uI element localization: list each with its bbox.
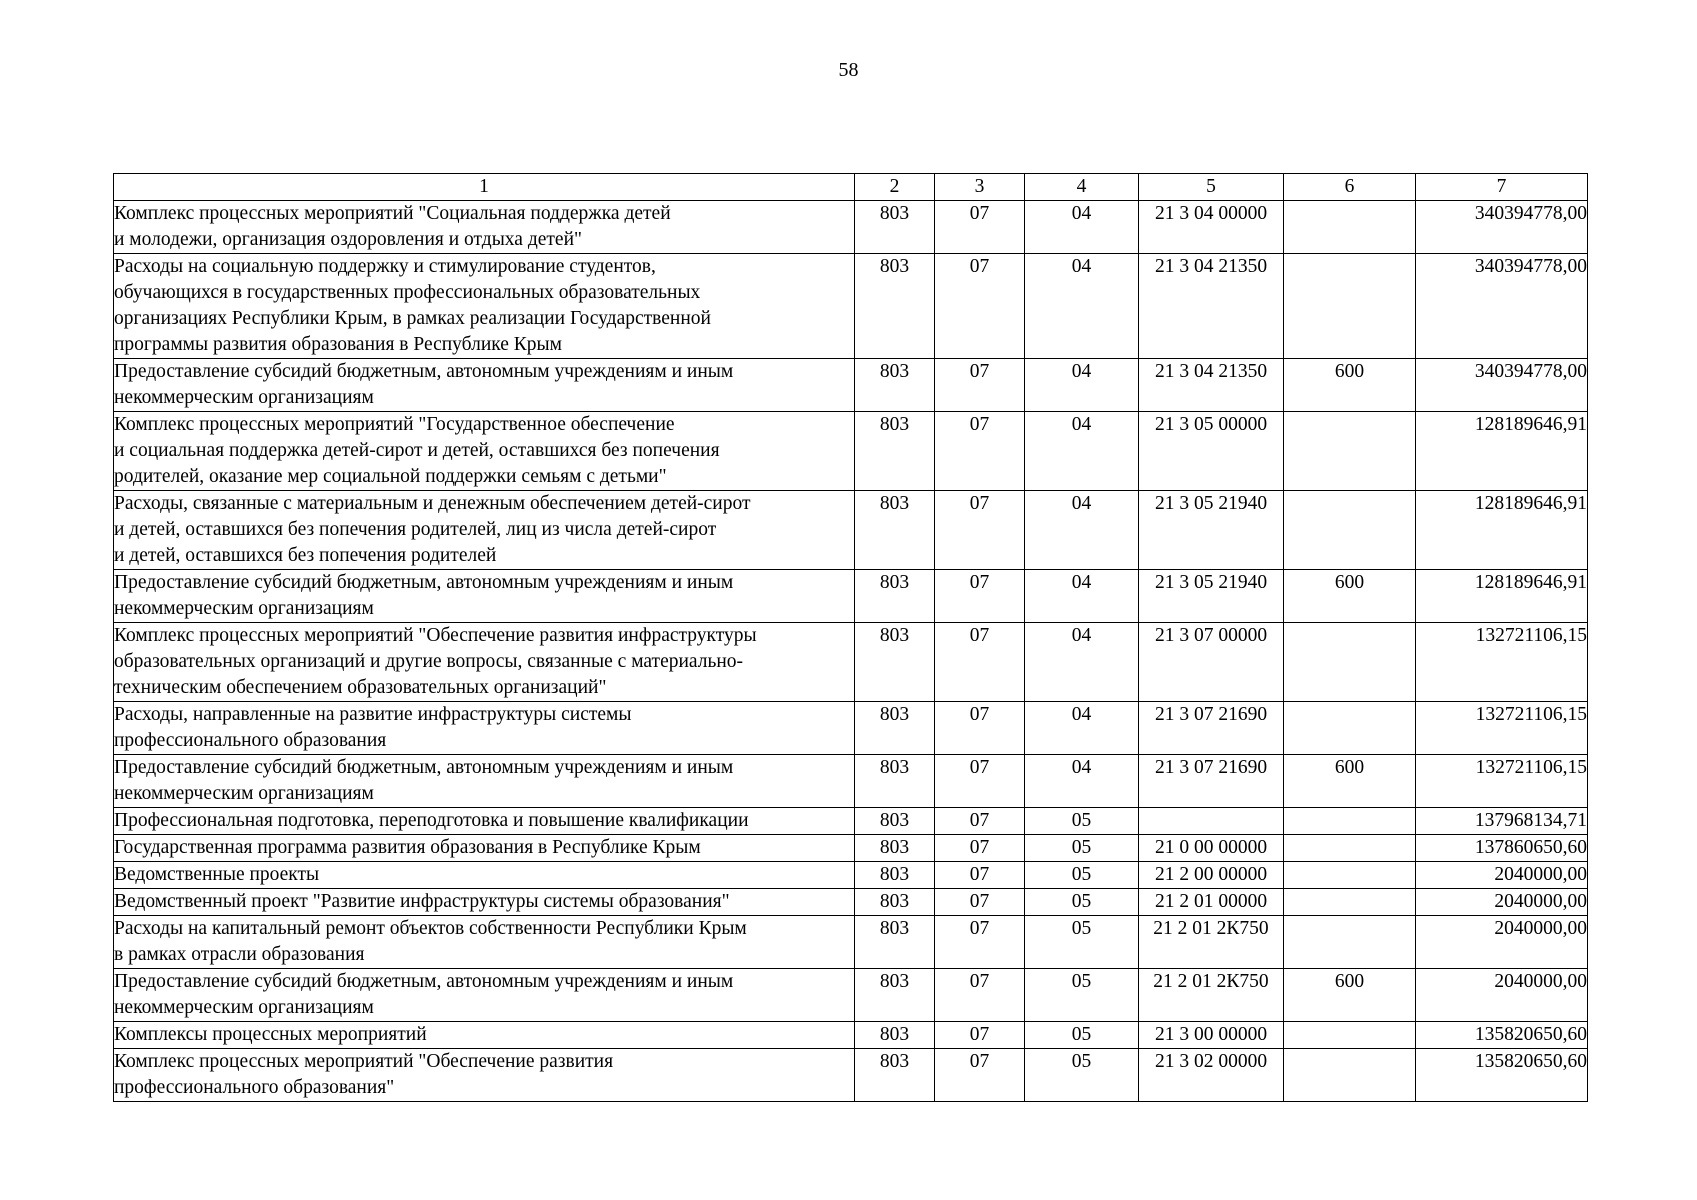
expense-type-code (1284, 1049, 1416, 1102)
target-article-code: 21 3 04 00000 (1139, 201, 1284, 254)
row-description: Предоставление субсидий бюджетным, автономным учреждениям и иным некоммерческим организациям (114, 359, 855, 412)
target-article-code: 21 3 07 00000 (1139, 623, 1284, 702)
amount: 128189646,91 (1416, 491, 1588, 570)
row-description: Расходы на капитальный ремонт объектов собственности Республики Крым в рамках отрасли образования (114, 916, 855, 969)
target-article-code: 21 3 04 21350 (1139, 254, 1284, 359)
expense-type-code (1284, 835, 1416, 862)
amount: 132721106,15 (1416, 755, 1588, 808)
ministry-code: 803 (855, 702, 935, 755)
ministry-code: 803 (855, 1022, 935, 1049)
amount: 2040000,00 (1416, 862, 1588, 889)
row-description: Расходы, связанные с материальным и денежным обеспечением детей-сирот и детей, оставшихся без попечения родителей, лиц из числа детей-сирот и детей, оставшихся без попечения родителей (114, 491, 855, 570)
table-row (114, 201, 1588, 254)
subsection-code: 05 (1025, 808, 1139, 835)
row-description: Государственная программа развития образования в Республике Крым (114, 835, 855, 862)
amount: 135820650,60 (1416, 1049, 1588, 1102)
expense-type-code: 600 (1284, 359, 1416, 412)
column-header-2: 2 (855, 174, 935, 201)
section-code: 07 (935, 889, 1025, 916)
amount: 2040000,00 (1416, 889, 1588, 916)
subsection-code: 04 (1025, 755, 1139, 808)
ministry-code: 803 (855, 835, 935, 862)
row-description: Профессиональная подготовка, переподготовка и повышение квалификации (114, 808, 855, 835)
row-description: Комплекс процессных мероприятий "Обеспечение развития инфраструктуры образовательных организаций и другие вопросы, связанные с материально- техническим обеспечением образовательных организаций" (114, 623, 855, 702)
row-description: Комплекс процессных мероприятий "Обеспечение развития профессионального образования" (114, 1049, 855, 1102)
expense-type-code: 600 (1284, 969, 1416, 1022)
target-article-code: 21 3 05 21940 (1139, 570, 1284, 623)
table-row (114, 570, 1588, 623)
row-description: Расходы на социальную поддержку и стимулирование студентов, обучающихся в государственных профессиональных образовательных организациях Республики Крым, в рамках реализации Государственной программы развития образования в Республике Крым (114, 254, 855, 359)
section-code: 07 (935, 1022, 1025, 1049)
row-description: Ведомственный проект "Развитие инфраструктуры системы образования" (114, 889, 855, 916)
ministry-code: 803 (855, 969, 935, 1022)
subsection-code: 05 (1025, 862, 1139, 889)
expense-type-code (1284, 702, 1416, 755)
subsection-code: 04 (1025, 623, 1139, 702)
row-description: Комплекс процессных мероприятий "Государственное обеспечение и социальная поддержка детей-сирот и детей, оставшихся без попечения родителей, оказание мер социальной поддержки семьям с детьми" (114, 412, 855, 491)
target-article-code: 21 2 01 00000 (1139, 889, 1284, 916)
expense-type-code (1284, 254, 1416, 359)
amount: 340394778,00 (1416, 254, 1588, 359)
ministry-code: 803 (855, 1049, 935, 1102)
amount: 132721106,15 (1416, 623, 1588, 702)
row-description: Комплекс процессных мероприятий "Социальная поддержка детей и молодежи, организация оздоровления и отдыха детей" (114, 201, 855, 254)
subsection-code: 04 (1025, 570, 1139, 623)
expense-type-code: 600 (1284, 570, 1416, 623)
column-header-4: 4 (1025, 174, 1139, 201)
section-code: 07 (935, 835, 1025, 862)
table-row (114, 969, 1588, 1022)
subsection-code: 05 (1025, 835, 1139, 862)
table-row (114, 835, 1588, 862)
ministry-code: 803 (855, 808, 935, 835)
ministry-code: 803 (855, 623, 935, 702)
amount: 340394778,00 (1416, 201, 1588, 254)
target-article-code: 21 3 00 00000 (1139, 1022, 1284, 1049)
column-header-1: 1 (114, 174, 855, 201)
section-code: 07 (935, 254, 1025, 359)
expense-type-code (1284, 491, 1416, 570)
subsection-code: 05 (1025, 1022, 1139, 1049)
amount: 137860650,60 (1416, 835, 1588, 862)
table-row (114, 359, 1588, 412)
row-description: Предоставление субсидий бюджетным, автономным учреждениям и иным некоммерческим организациям (114, 755, 855, 808)
target-article-code: 21 3 05 21940 (1139, 491, 1284, 570)
subsection-code: 05 (1025, 969, 1139, 1022)
amount: 128189646,91 (1416, 570, 1588, 623)
subsection-code: 05 (1025, 1049, 1139, 1102)
expense-type-code (1284, 201, 1416, 254)
ministry-code: 803 (855, 570, 935, 623)
subsection-code: 04 (1025, 254, 1139, 359)
table-row (114, 808, 1588, 835)
header-row (114, 174, 1588, 201)
table-row (114, 412, 1588, 491)
target-article-code: 21 3 02 00000 (1139, 1049, 1284, 1102)
subsection-code: 04 (1025, 359, 1139, 412)
amount: 2040000,00 (1416, 969, 1588, 1022)
table-row (114, 1022, 1588, 1049)
expense-type-code (1284, 808, 1416, 835)
subsection-code: 05 (1025, 889, 1139, 916)
ministry-code: 803 (855, 254, 935, 359)
amount: 137968134,71 (1416, 808, 1588, 835)
ministry-code: 803 (855, 412, 935, 491)
amount: 2040000,00 (1416, 916, 1588, 969)
ministry-code: 803 (855, 755, 935, 808)
ministry-code: 803 (855, 916, 935, 969)
row-description: Расходы, направленные на развитие инфраструктуры системы профессионального образования (114, 702, 855, 755)
expense-type-code (1284, 862, 1416, 889)
table-row (114, 862, 1588, 889)
table-row (114, 755, 1588, 808)
table-row (114, 254, 1588, 359)
column-header-3: 3 (935, 174, 1025, 201)
target-article-code: 21 2 01 2К750 (1139, 916, 1284, 969)
section-code: 07 (935, 570, 1025, 623)
ministry-code: 803 (855, 201, 935, 254)
section-code: 07 (935, 412, 1025, 491)
column-header-6: 6 (1284, 174, 1416, 201)
table-row (114, 491, 1588, 570)
target-article-code: 21 3 04 21350 (1139, 359, 1284, 412)
expense-type-code (1284, 412, 1416, 491)
target-article-code: 21 2 00 00000 (1139, 862, 1284, 889)
ministry-code: 803 (855, 491, 935, 570)
table-row (114, 889, 1588, 916)
ministry-code: 803 (855, 889, 935, 916)
row-description: Комплексы процессных мероприятий (114, 1022, 855, 1049)
table-row (114, 1049, 1588, 1102)
amount: 128189646,91 (1416, 412, 1588, 491)
page-number: 58 (838, 59, 859, 81)
ministry-code: 803 (855, 862, 935, 889)
ministry-code: 803 (855, 359, 935, 412)
column-header-5: 5 (1139, 174, 1284, 201)
target-article-code: 21 3 07 21690 (1139, 755, 1284, 808)
expense-type-code (1284, 916, 1416, 969)
subsection-code: 05 (1025, 916, 1139, 969)
column-header-7: 7 (1416, 174, 1588, 201)
row-description: Предоставление субсидий бюджетным, автономным учреждениям и иным некоммерческим организациям (114, 969, 855, 1022)
section-code: 07 (935, 862, 1025, 889)
row-description: Ведомственные проекты (114, 862, 855, 889)
section-code: 07 (935, 359, 1025, 412)
section-code: 07 (935, 755, 1025, 808)
table-row (114, 623, 1588, 702)
table-row (114, 702, 1588, 755)
target-article-code (1139, 808, 1284, 835)
section-code: 07 (935, 623, 1025, 702)
section-code: 07 (935, 969, 1025, 1022)
subsection-code: 04 (1025, 491, 1139, 570)
expense-type-code (1284, 889, 1416, 916)
target-article-code: 21 0 00 00000 (1139, 835, 1284, 862)
expense-type-code: 600 (1284, 755, 1416, 808)
table-row (114, 916, 1588, 969)
section-code: 07 (935, 808, 1025, 835)
expense-type-code (1284, 623, 1416, 702)
subsection-code: 04 (1025, 412, 1139, 491)
table-body (114, 174, 1588, 1102)
expense-type-code (1284, 1022, 1416, 1049)
amount: 340394778,00 (1416, 359, 1588, 412)
section-code: 07 (935, 1049, 1025, 1102)
target-article-code: 21 2 01 2К750 (1139, 969, 1284, 1022)
target-article-code: 21 3 07 21690 (1139, 702, 1284, 755)
section-code: 07 (935, 702, 1025, 755)
budget-table (113, 173, 1588, 1102)
target-article-code: 21 3 05 00000 (1139, 412, 1284, 491)
section-code: 07 (935, 491, 1025, 570)
section-code: 07 (935, 201, 1025, 254)
subsection-code: 04 (1025, 702, 1139, 755)
subsection-code: 04 (1025, 201, 1139, 254)
section-code: 07 (935, 916, 1025, 969)
row-description: Предоставление субсидий бюджетным, автономным учреждениям и иным некоммерческим организациям (114, 570, 855, 623)
amount: 132721106,15 (1416, 702, 1588, 755)
amount: 135820650,60 (1416, 1022, 1588, 1049)
